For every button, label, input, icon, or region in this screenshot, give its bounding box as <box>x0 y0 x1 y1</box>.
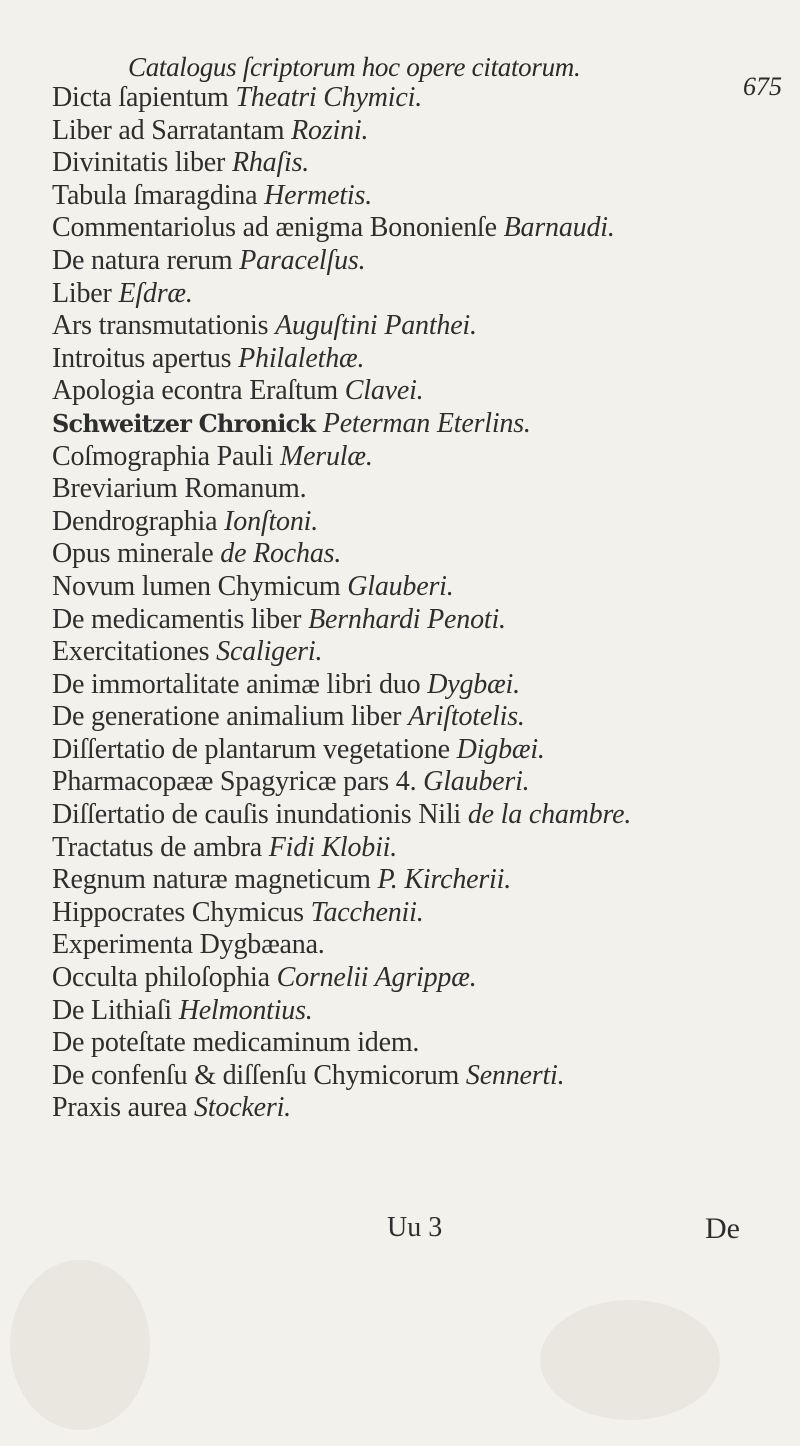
entry-title: Diſſertatio de plantarum vegetatione <box>52 733 457 765</box>
entry-title: Diſſertatio de cauſis inundationis Nili <box>52 799 468 831</box>
entry-title: Liber ad Sarratantam <box>52 114 292 146</box>
entry-author: Rhaſis. <box>231 147 310 179</box>
entry-title: Coſmographia Pauli <box>52 440 280 472</box>
catalogue-entry <box>52 897 788 930</box>
entry-title: Tabula ſmaragdina <box>52 179 265 211</box>
entry-title: Ars transmutationis <box>52 310 276 342</box>
entry-author: Sennerti. <box>465 1059 565 1091</box>
catalogue-entry <box>52 506 788 539</box>
entry-title: Exercitationes <box>52 636 217 668</box>
entry-author: Ionſtoni. <box>224 505 319 537</box>
entry-title: Regnum naturæ magneticum <box>52 864 378 896</box>
entry-author: Stockeri. <box>194 1092 291 1124</box>
entry-author: Eſdræ. <box>118 277 193 309</box>
entry-title: Novum lumen Chymicum <box>52 570 348 602</box>
catalogue-entry <box>52 180 788 213</box>
catalogue-entry <box>52 147 788 180</box>
catalogue-entry <box>52 441 788 474</box>
entry-title: Introitus apertus <box>52 342 239 374</box>
entry-author: Digbæi. <box>456 733 545 765</box>
entry-author: Tacchenii. <box>310 896 424 928</box>
entry-author: Glauberi. <box>423 766 530 798</box>
entry-author: Auguſtini Panthei. <box>275 310 477 342</box>
entry-title: Hippocrates Chymicus <box>52 896 311 928</box>
entry-title: Breviarium Romanum. <box>52 473 307 505</box>
page-number: 675 <box>743 72 782 101</box>
entry-author: Paracelſus. <box>239 244 366 276</box>
entry-author: Barnaudi. <box>503 212 615 244</box>
catchword: De <box>705 1212 740 1245</box>
entry-title: De immortalitate animæ libri duo <box>52 668 428 700</box>
catalogue-entry <box>52 636 788 669</box>
signature-mark: Uu 3 <box>387 1212 443 1243</box>
catalogue-entry <box>52 571 788 604</box>
page-footer <box>0 1212 800 1252</box>
entry-author: de la chambre. <box>467 799 632 831</box>
entry-author: Merulæ. <box>279 440 373 472</box>
catalogue-entry <box>52 799 788 832</box>
entry-author: Bernhardi Penoti. <box>308 603 506 635</box>
catalogue-entry <box>52 766 788 799</box>
entry-title: Praxis aurea <box>52 1092 195 1124</box>
entry-author: Dygbæi. <box>427 668 520 700</box>
catalogue-entry <box>52 669 788 702</box>
entry-title: De confenſu & diſſenſu Chymicorum <box>52 1059 466 1091</box>
entry-author: Helmontius. <box>178 994 313 1026</box>
entry-title: Dicta ſapientum <box>52 82 236 113</box>
entry-title: Divinitatis liber <box>52 147 232 179</box>
catalogue-entry <box>52 1027 788 1060</box>
entry-title: Tractatus de ambra <box>52 831 269 863</box>
entry-title: De medicamentis liber <box>52 603 309 635</box>
catalogue-entry <box>52 212 788 245</box>
catalogue-entry <box>52 245 788 278</box>
entry-author: Clavei. <box>344 375 424 407</box>
entry-author: Rozini. <box>291 114 369 146</box>
catalogue-entry <box>52 115 788 148</box>
entry-author: Theatri Chymici. <box>235 82 422 113</box>
entry-author: de Rochas. <box>220 538 342 570</box>
catalogue-entry <box>52 995 788 1028</box>
entry-title: Commentariolus ad ænigma Bononienſe <box>52 212 504 244</box>
catalogue-entry <box>52 832 788 865</box>
catalogue-entry <box>52 864 788 897</box>
running-header: Catalogus ſcriptorum hoc opere citatorum. <box>128 52 581 82</box>
catalogue-entry <box>52 1060 788 1093</box>
entry-author: Hermetis. <box>264 179 372 211</box>
entry-author: Peterman Eterlins. <box>322 407 531 439</box>
catalogue-list <box>52 82 788 1125</box>
entry-author: Ariſtotelis. <box>408 701 525 733</box>
entry-title: Schweitzer Chronick <box>52 408 323 438</box>
entry-title: De generatione animalium liber <box>52 701 409 733</box>
entry-title: Occulta philoſophia <box>52 962 277 994</box>
paper-stain <box>10 1260 150 1430</box>
catalogue-entry <box>52 375 788 408</box>
catalogue-entry <box>52 1092 788 1125</box>
entry-title: Dendrographia <box>52 505 225 537</box>
entry-author: P. Kircherii. <box>377 864 512 896</box>
paper-stain <box>540 1300 720 1420</box>
catalogue-entry <box>52 929 788 962</box>
catalogue-entry <box>52 962 788 995</box>
entry-title: Liber <box>52 277 119 309</box>
entry-title: Opus minerale <box>52 538 221 570</box>
catalogue-entry <box>52 82 788 115</box>
entry-author: Cornelii Agrippæ. <box>276 962 477 994</box>
entry-author: Glauberi. <box>347 570 454 602</box>
entry-author: Scaligeri. <box>216 636 323 668</box>
catalogue-entry <box>52 538 788 571</box>
catalogue-entry <box>52 278 788 311</box>
entry-author: Fidi Klobii. <box>268 831 398 863</box>
catalogue-entry <box>52 310 788 343</box>
catalogue-entry <box>52 408 788 441</box>
entry-title: Experimenta Dygbæana. <box>52 929 325 961</box>
entry-title: De Lithiaſi <box>52 994 179 1026</box>
entry-title: De poteſtate medicaminum idem. <box>52 1027 420 1059</box>
entry-title: Pharmacopææ Spagyricæ pars 4. <box>52 766 424 798</box>
catalogue-entry <box>52 343 788 376</box>
entry-author: Philalethæ. <box>238 342 365 374</box>
entry-title: De natura rerum <box>52 244 240 276</box>
catalogue-entry <box>52 701 788 734</box>
catalogue-entry <box>52 604 788 637</box>
entry-title: Apologia econtra Eraſtum <box>52 375 345 407</box>
catalogue-entry <box>52 473 788 506</box>
catalogue-entry <box>52 734 788 767</box>
